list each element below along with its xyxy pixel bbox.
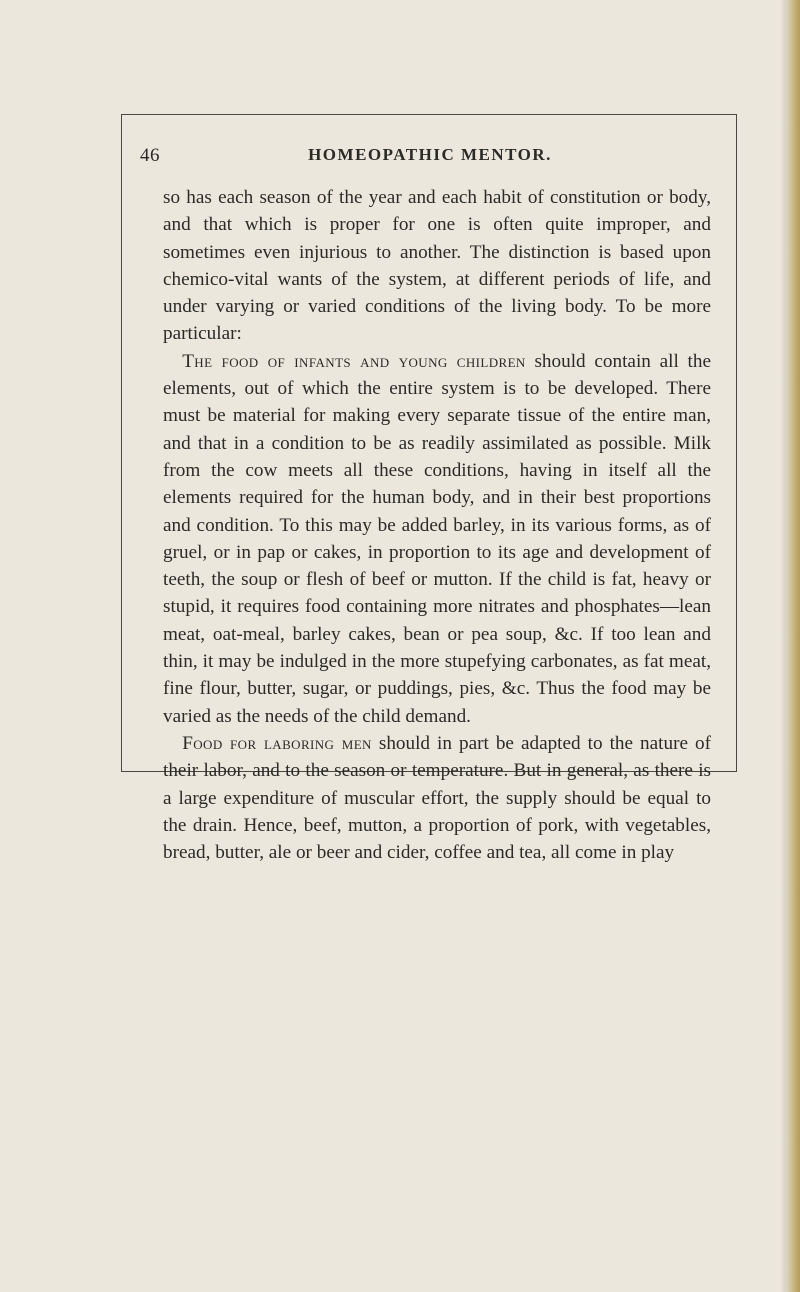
paragraph-2-lead: The food of infants and young children: [182, 350, 526, 372]
body-text: [163, 184, 711, 866]
paragraph-3-text: should in part be adapted to the nature of their labor, and to the season or temperature. But in general, as there is a large expenditure of muscular effort, the supply should be equal to the drain. Hence, beef, mutton, a proportion of pork, with vegetables, bread, butter, ale or beer and cider, coffee and tea, all come in play: [163, 732, 711, 864]
running-head: HOMEOPATHIC MENTOR.: [308, 145, 552, 164]
paragraph-3: [163, 730, 711, 866]
paragraph-3-lead: Food for laboring men: [182, 732, 372, 754]
paragraph-2-text: should contain all the elements, out of which the entire system is to be developed. There must be material for making every separate tissue of the entire man, and that in a condition to be as readily assimilated as possible. Milk from the cow meets all these conditions, having in itself all the elements required for the human body, and in their best proportions and condition. To this may be added barley, in its various forms, as of gruel, or in pap or cakes, in proportion to its age and development of teeth, the soup or flesh of beef or mutton. If the child is fat, heavy or stupid, it requires food containing more nitrates and phosphates—lean meat, oat-meal, barley cakes, bean or pea soup, &c. If too lean and thin, it may be indulged in the more stupefying carbonates, as fat meat, fine flour, butter, sugar, or puddings, pies, &c. Thus the food may be varied as the needs of the child demand.: [163, 350, 711, 727]
page-header: [140, 145, 720, 173]
page-number: 46: [140, 145, 160, 166]
paragraph-2: [163, 348, 711, 730]
page-edge: [786, 0, 800, 1292]
paragraph-1: so has each season of the year and each habit of constitution or body, and that which is proper for one is often quite improper, and sometimes even injurious to another. The distinction is based upon chemico-vital wants of the system, at different periods of life, and under varying or varied conditions of the living body. To be more particular:: [163, 187, 711, 345]
